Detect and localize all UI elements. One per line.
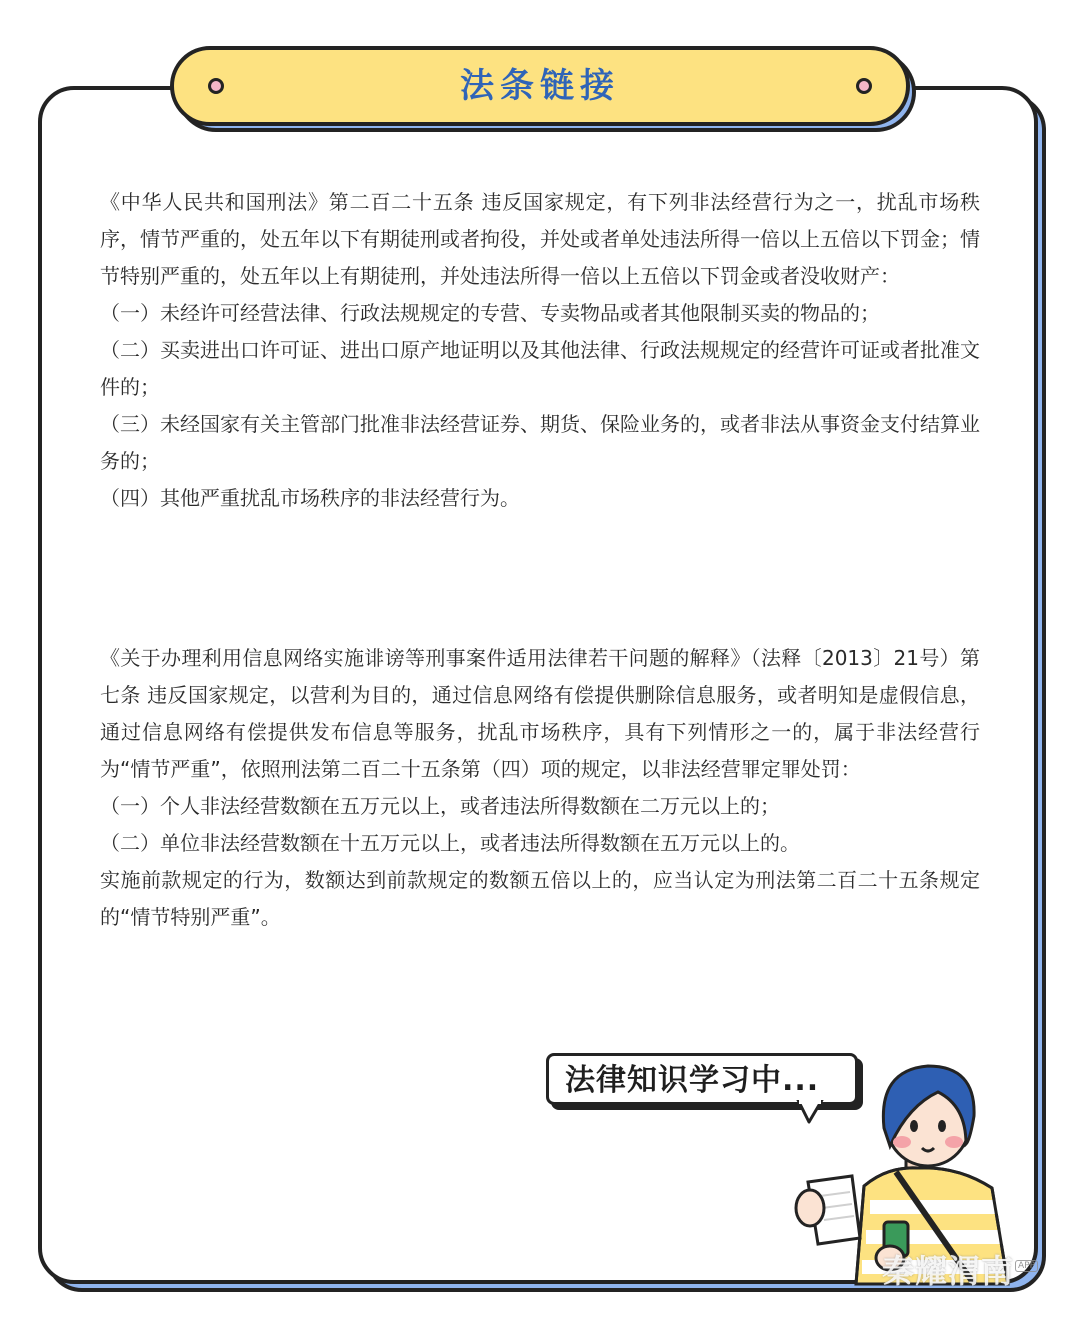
watermark-badge: APP bbox=[1015, 1260, 1038, 1272]
paragraph: （二）单位非法经营数额在十五万元以上，或者违法所得数额在五万元以上的。 bbox=[100, 831, 800, 855]
paragraph: （一）未经许可经营法律、行政法规规定的专营、专卖物品或者其他限制买卖的物品的； bbox=[100, 301, 880, 325]
watermark-logo: 秦耀渭南 bbox=[882, 1252, 1015, 1290]
page-title: 法条链接 bbox=[460, 66, 620, 106]
law-section-criminal-code bbox=[100, 184, 980, 517]
paragraph: 《中华人民共和国刑法》第二百二十五条 违反国家规定，有下列非法经营行为之一，扰乱市场秩序，情节严重的，处五年以下有期徒刑或者拘役，并处或者单处违法所得一倍以上五倍以下罚金；情节特别严重的，处五年以上有期徒刑，并处违法所得一倍以上五倍以下罚金或者没收财产： bbox=[100, 190, 980, 288]
paragraph: 实施前款规定的行为，数额达到前款规定的数额五倍以上的，应当认定为刑法第二百二十五条规定的“情节特别严重”。 bbox=[100, 868, 980, 929]
paragraph: （一）个人非法经营数额在五万元以上，或者违法所得数额在二万元以上的； bbox=[100, 794, 780, 818]
speech-bubble-text: 法律知识学习中... bbox=[565, 1063, 820, 1098]
law-section-judicial-interpretation bbox=[100, 640, 980, 936]
paragraph: （二）买卖进出口许可证、进出口原产地证明以及其他法律、行政法规规定的经营许可证或者批准文件的； bbox=[100, 338, 980, 399]
paragraph: （四）其他严重扰乱市场秩序的非法经营行为。 bbox=[100, 486, 520, 510]
paragraph: 《关于办理利用信息网络实施诽谤等刑事案件适用法律若干问题的解释》（法释〔2013〕21号）第七条 违反国家规定，以营利为目的，通过信息网络有偿提供删除信息服务，或者明知是虚假信息，通过信息网络有偿提供发布信息等服务，扰乱市场秩序，具有下列情形之一的，属于非法经营行为“情节严重”，依照刑法第二百二十五条第（四）项的规定，以非法经营罪定罪处罚： bbox=[100, 646, 980, 781]
paragraph: （三）未经国家有关主管部门批准非法经营证券、期货、保险业务的，或者非法从事资金支付结算业务的； bbox=[100, 412, 980, 473]
title-banner bbox=[170, 46, 910, 126]
